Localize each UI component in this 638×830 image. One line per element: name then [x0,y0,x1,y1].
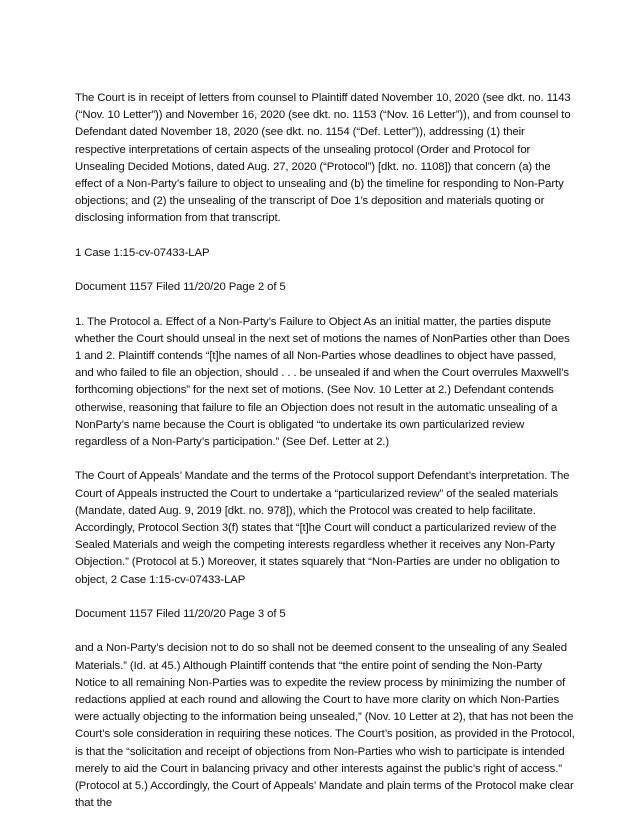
paragraph-intro: The Court is in receipt of letters from counsel to Plaintiff dated November 10, 2020 (see dkt. no. 1143 (“Nov. 10 Letter”)) and November 16, 2020 (see dkt. no. 1153 (“Nov. 16 Letter”)), and from counsel to Defendant dated November 18, 2020 (see dkt. no. 1154 (“Def. Letter”)), addressing (1) their respective interpretations of certain aspects of the unsealing protocol (Order and Protocol for Unsealing Decided Motions, dated Aug. 27, 2020 (“Protocol”) [dkt. no. 1108]) that concern (a) the effect of a Non-Party’s failure to object to unsealing and (b) the timeline for responding to Non-Party objections; and (2) the unsealing of the transcript of Doe 1’s deposition and materials quoting or disclosing information from that transcript. [75,92,571,225]
document-body [75,90,575,830]
paragraph-protocol-failure-to-object: 1. The Protocol a. Effect of a Non-Party’s Failure to Object As an initial matter, the parties dispute whether the Court should unseal in the next set of motions the names of NonParties other than Does 1 and 2. Plaintiff contends “[t]he names of all Non-Parties whose deadlines to object have passed, and who failed to file an objection, should . . . be unsealed if and when the Court overrules Maxwell’s forthcoming objections” for the next set of motions. (See Nov. 10 Letter at 2.) Defendant contends otherwise, reasoning that failure to file an Objection does not result in the automatic unsealing of a NonParty’s name because the Court is obligated “to undertake its own particularized review regardless of a Non-Party’s participation.” (See Def. Letter at 2.) [75,315,570,449]
case-caption-page-1: 1 Case 1:15-cv-07433-LAP [75,246,210,259]
paragraph-court-of-appeals-mandate: The Court of Appeals’ Mandate and the terms of the Protocol support Defendant’s interpretation. The Court of Appeals instructed the Court to undertake a “particularized review” of the sealed materials (Mandate, dated Aug. 9, 2019 [dkt. no. 978]), which the Protocol was created to help facilitate. Accordingly, Protocol Section 3(f) states that “[t]he Court will conduct a particularized review of the Sealed Materials and weigh the competing interests regardless whether it receives any Non-Party Objection.” (Protocol at 5.) Moreover, it states squarely that “Non-Parties are under no obligation to object, 2 Case 1:15-cv-07433-LAP [75,470,570,586]
paragraph-non-party-consent: and a Non-Party’s decision not to do so shall not be deemed consent to the unsealing of any Sealed Materials.” (Id. at 45.) Although Plaintiff contends that “the entire point of sending the Non-Party Notice to all remaining Non-Parties was to expedite the review process by minimizing the number of redactions applied at each round and allowing the Court to have more clarity on which Non-Parties were actually objecting to the information being unsealed,” (Nov. 10 Letter at 2), that has not been the Court’s sole consideration in requiring these notices. The Court’s position, as provided in the Protocol, is that the “solicitation and receipt of objections from Non-Parties who wish to participate is intended merely to aid the Court in balancing privacy and other interests against the public’s right of access.” (Protocol at 5.) Accordingly, the Court of Appeals’ Mandate and plain terms of the Protocol make clear that the [75,642,575,810]
document-header-page-2: Document 1157 Filed 11/20/20 Page 2 of 5 [75,281,286,294]
document-header-page-3: Document 1157 Filed 11/20/20 Page 3 of 5 [75,608,286,621]
